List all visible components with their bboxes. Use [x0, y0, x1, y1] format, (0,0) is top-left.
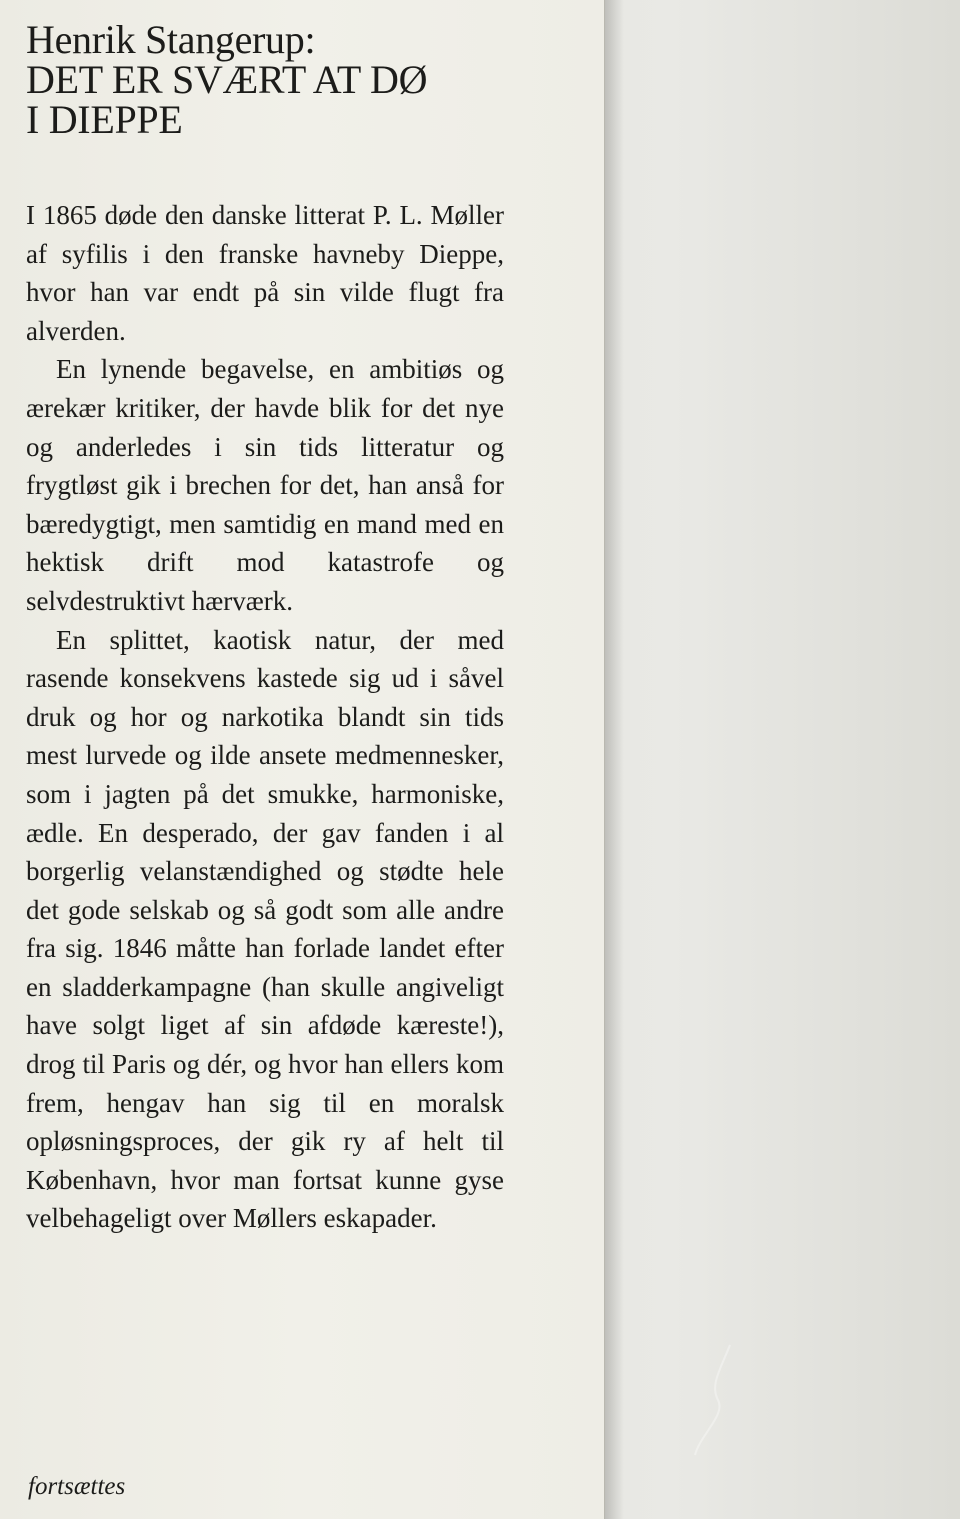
book-title-line-2: I DIEPPE — [26, 97, 183, 142]
flap-shadow — [602, 0, 624, 1519]
blurb-paragraph-2: En lynende begavelse, en ambitiøs og ærekær kritiker, der havde blik for det nye og anderledes i sin tids litteratur og frygtløst gik i brechen for det, han anså for bæredygtigt, men samtidig en mand med en hektisk drift mod katastrofe og selvdestruktivt hærværk. — [26, 354, 504, 616]
paper-crease-mark — [690, 1340, 750, 1460]
blurb-paragraph-3: En splittet, kaotisk natur, der med rasende konsekvens kastede sig ud i såvel druk og hor og narkotika blandt sin tids mest lurvede og ilde ansete medmennesker, som i jagten på det smukke, harmoniske, ædle. En desperado, der gav fanden i al borgerlig velanstændighed og stødte hele det gode selskab og så godt som alle andre fra sig. 1846 måtte han forlade landet efter en sladderkampagne (han skulle angiveligt have solgt liget af sin afdøde kæreste!), drog til Paris og dér, og hvor han ellers kom frem, hengav han sig til en moralsk opløsningsproces, der gik ry af helt til København, hvor man fortsat kunne gyse velbehageligt over Møllers eskapader. — [26, 624, 504, 1234]
blurb-paragraph-1: I 1865 døde den danske litterat P. L. Møller af syfilis i den franske havneby Dieppe, hvor han var endt på sin vilde flugt fra alverden. — [26, 200, 504, 346]
blurb-text — [26, 196, 504, 1238]
flap-content — [26, 17, 504, 1238]
continues-note: fortsættes — [28, 1473, 126, 1500]
author-name: Henrik Stangerup: — [26, 17, 316, 62]
book-title — [26, 57, 504, 142]
book-title-line-1: DET ER SVÆRT AT DØ — [26, 57, 428, 102]
